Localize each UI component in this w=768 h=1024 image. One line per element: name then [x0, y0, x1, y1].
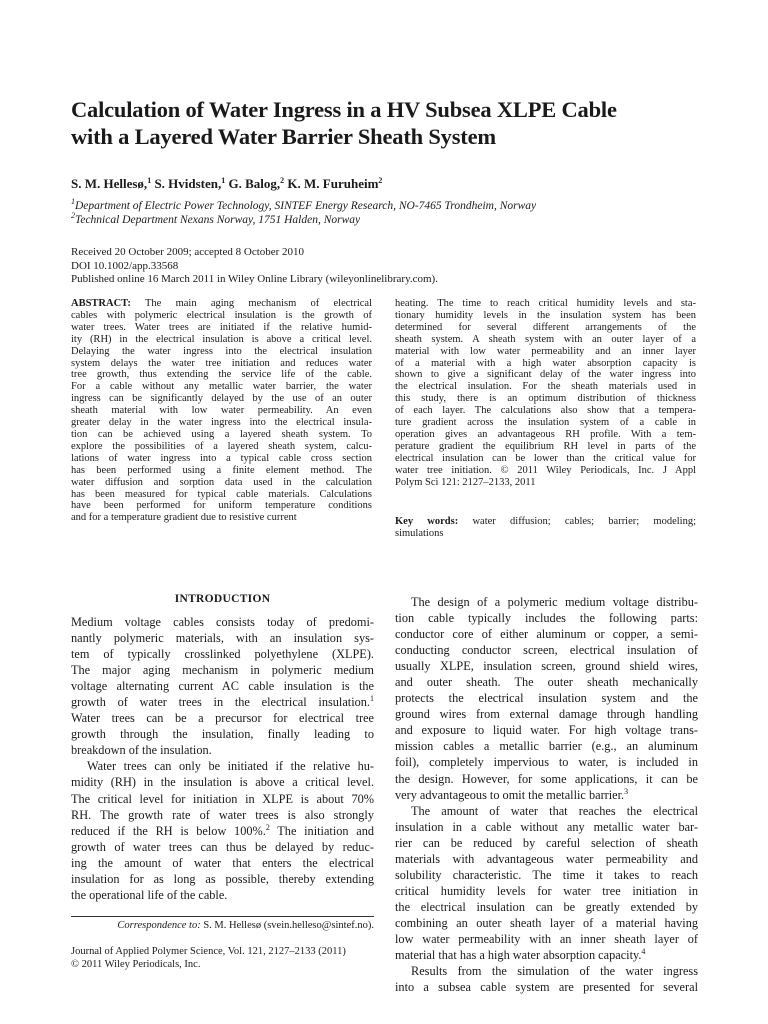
- text-line: voltage alternating current AC cable insulation is the: [71, 679, 374, 694]
- intro-paragraph: [71, 614, 374, 758]
- author-affiliation-marker: 2: [378, 176, 383, 185]
- text-line: protects the electrical insulation system and the: [395, 691, 698, 706]
- reference-marker[interactable]: 1: [370, 694, 374, 704]
- text-line: very advantageous to omit the metallic barrier.$^3$: [395, 786, 629, 802]
- text-line: tion cable typically includes the following parts:: [395, 611, 698, 626]
- text-line: the electrical insulation can be greatly extended by: [395, 899, 698, 914]
- text-line: into a subsea cable system are presented for several: [395, 980, 698, 995]
- text-line: nantly polymeric materials, with an insulation sys-: [71, 631, 374, 646]
- text-line: water trees. Water trees are initiated if the relative humid-: [71, 321, 372, 333]
- affiliation-text: Technical Department Nexans Norway, 1751 Halden, Norway: [75, 213, 361, 226]
- abstract-line: [71, 298, 372, 310]
- text-line: conductor core of either aluminum or copper, a semi-: [395, 627, 698, 642]
- received-date: Received 20 October 2009; accepted 8 October 2010: [71, 246, 305, 258]
- intro-paragraph: [395, 803, 698, 963]
- text-line: rier can be reduced by careful selection of sheath: [395, 835, 698, 850]
- title-line-2: with a Layered Water Barrier Sheath System: [71, 124, 496, 149]
- text-line: ground wires from external damage through handling: [395, 707, 698, 722]
- text-line: explore the possibilities of a layered sheath system, calcu-: [71, 440, 372, 452]
- doi: DOI 10.1002/app.33568: [71, 259, 179, 272]
- text-line: water diffusion and sorption data used in the calculation: [71, 476, 372, 488]
- text-line: electrical insulation can be lower than the critical value for: [395, 452, 696, 464]
- text-line: sheath material with low water permeability. An even: [71, 405, 372, 417]
- intro-paragraph: [395, 594, 698, 803]
- text-line: Results from the simulation of the water ingress: [411, 964, 698, 979]
- text-line: growth of water trees in the electrical insulation.$^1$: [71, 694, 374, 710]
- text-line: The design of a polymeric medium voltage distribu-: [411, 595, 698, 609]
- author-list: [71, 176, 382, 192]
- text-line: and for a temperature gradient due to resistive current: [71, 512, 297, 524]
- reference-marker[interactable]: 4: [641, 947, 646, 957]
- text-line: and exposure to liquid water. For high voltage trans-: [395, 723, 698, 738]
- text-line: combining an outer sheath layer of a material having: [395, 915, 698, 930]
- text-line: Medium voltage cables consists today of predomi-: [71, 615, 374, 629]
- text-line: tionary humidity levels in the insulation system has been: [395, 309, 696, 321]
- text-line: The major aging mechanism in polymeric medium: [71, 663, 374, 678]
- text-line: critical humidity levels for water tree initiation in: [395, 883, 698, 898]
- text-line: growth of water trees can thus be delayed by reduc-: [71, 839, 374, 854]
- text-line: breakdown of the insulation.: [71, 743, 212, 758]
- text-line: usually XLPE, insulation screen, ground shield wires,: [395, 659, 698, 674]
- text-line: material with low water permeability and an inner layer: [395, 345, 696, 357]
- text-line: lations of water ingress into a typical cable cross section: [71, 452, 372, 464]
- text-line: RH. The growth rate of water trees is also strongly: [71, 807, 374, 822]
- intro-right-column: [395, 594, 698, 995]
- text-line: cables with polymeric electrical insulation is the growth of: [71, 309, 372, 321]
- text-line: system delays the water tree initiation and reduces water: [71, 357, 372, 369]
- abstract-left-column: [71, 298, 372, 524]
- text-line: material that has a high water absorption capacity.$^4$: [395, 947, 646, 963]
- text-line: water tree initiation. © 2011 Wiley Periodicals, Inc. J Appl: [395, 464, 696, 476]
- text-line: The critical level for initiation in XLPE is about 70%: [71, 791, 374, 806]
- text-line: perature gradient the equilibrium RH level in parts of the: [395, 440, 696, 452]
- affiliation-marker: 1: [71, 197, 75, 206]
- text-line: growth through the insulation, finally leading to: [71, 727, 374, 742]
- text-line: sheath system. A sheath system with an outer layer of a: [395, 333, 696, 345]
- keywords-line: [395, 516, 696, 528]
- affiliation-text: Department of Electric Power Technology, SINTEF Energy Research, NO-7465 Trondheim, Norway: [75, 200, 537, 212]
- published-online: Published online 16 March 2011 in Wiley Online Library (wileyonlinelibrary.com).: [71, 273, 438, 286]
- keywords-label: Key words:: [395, 516, 459, 527]
- author-name: G. Balog,: [228, 176, 281, 191]
- text-line: insulation in a cable without any metallic water bar-: [395, 819, 698, 834]
- title-line-1: Calculation of Water Ingress in a HV Subsea XLPE Cable: [71, 97, 617, 122]
- text-line: low water permeability with an inner sheath layer of: [395, 931, 698, 946]
- intro-paragraph: [71, 758, 374, 902]
- text-line: and outer sheath. The outer sheath mechanically: [395, 675, 698, 690]
- text-line: foil), completely impervious to water, is included in: [395, 755, 698, 770]
- author-name: S. Hvidsten,: [154, 176, 222, 191]
- paper-title: [71, 96, 701, 150]
- text-line: ing the amount of water that enters the electrical: [71, 855, 374, 870]
- abstract-right-lines: [395, 298, 696, 489]
- text-line: Polym Sci 121: 2127–2133, 2011: [395, 476, 536, 488]
- affiliation-marker: 2: [71, 210, 75, 220]
- text-line: For a cable without any metallic water barrier, the water: [71, 381, 372, 393]
- journal-copyright: © 2011 Wiley Periodicals, Inc.: [71, 959, 201, 970]
- text-line: ingress can be significantly delayed by the use of an outer: [71, 393, 372, 405]
- keywords-line: simulations: [395, 527, 444, 539]
- author-name: S. M. Hellesø,: [71, 176, 148, 191]
- text-line: of a material with a high water absorption capacity is: [395, 357, 696, 369]
- abstract-right-column: [395, 298, 696, 489]
- text-line: conducting conductor screen, electrical insulation of: [395, 643, 698, 658]
- text-line: greater delay in the water ingress into the electrical insula-: [71, 417, 372, 429]
- journal-citation: Journal of Applied Polymer Science, Vol. 121, 2127–2133 (2011): [71, 946, 346, 957]
- intro-left-column: [71, 614, 374, 903]
- author-name: K. M. Furuheim: [287, 176, 379, 191]
- keywords: [395, 516, 696, 540]
- section-heading-introduction: INTRODUCTION: [174, 593, 271, 605]
- text-line: has been performed using a finite element method. The: [71, 464, 372, 476]
- text-line: tion can be achieved using a layered sheath system. To: [71, 428, 372, 440]
- text-line: shown to give a significant delay of the water ingress into: [395, 369, 696, 381]
- text-line: has been measured for typical cable materials. Calculations: [71, 488, 372, 500]
- affiliations: [71, 197, 537, 227]
- author-affiliation-marker: 2: [280, 176, 285, 185]
- correspondence-label: Correspondence to:: [117, 920, 201, 931]
- text-line: determined for several different arrangements of the: [395, 321, 696, 333]
- author-affiliation-marker: 1: [147, 176, 152, 185]
- text-line: tem of typically crosslinked polyethylene (XLPE).: [71, 647, 374, 662]
- affiliation-line: [71, 197, 537, 214]
- text-line: tree growth, thus extending the service life of the cable.: [71, 369, 372, 381]
- text-line: the operational life of the cable.: [71, 887, 228, 902]
- text-fragment: The initiation and: [269, 823, 374, 838]
- text-line: Water trees can only be initiated if the relative hu-: [87, 759, 374, 774]
- text-line: the design. However, for some applications, it can be: [395, 771, 698, 786]
- affiliation-line: [71, 210, 536, 228]
- reference-marker[interactable]: 2: [265, 822, 270, 832]
- reference-marker[interactable]: 3: [624, 786, 629, 796]
- text-line: ture gradient across the insulation system of a cable in: [395, 417, 696, 429]
- abstract-first-text: The main aging mechanism of electrical: [144, 298, 372, 309]
- text-line: heating. The time to reach critical humidity levels and sta-: [395, 298, 696, 309]
- text-line: of each layer. The calculations also show that a tempera-: [395, 405, 696, 417]
- intro-paragraph: [395, 963, 698, 995]
- text-line: Water trees can be a precursor for electrical tree: [71, 711, 374, 726]
- text-line: Delaying the water ingress into the electrical insulation: [71, 345, 372, 357]
- text-line: ity (RH) in the electrical insulation is above a critical level.: [71, 333, 372, 345]
- text-line: operation gives an advantageous RH profile. With a tem-: [395, 428, 696, 440]
- text-line: the electrical insulation. For the sheath materials used in: [395, 381, 696, 393]
- text-line: reduced if the RH is below 100%.$^2$ The initiation and: [71, 822, 374, 838]
- text-line: materials with advantageous water permeability and: [395, 851, 698, 866]
- text-line: mission cables a metallic barrier (e.g., an aluminum: [395, 739, 698, 754]
- keywords-text: water diffusion; cables; barrier; modeling;: [472, 516, 696, 527]
- text-line: The amount of water that reaches the electrical: [411, 803, 698, 818]
- abstract-left-lines: [71, 310, 372, 524]
- journal-info: [71, 945, 346, 971]
- correspondence-footnote: [71, 920, 374, 931]
- publication-history: [71, 246, 438, 287]
- abstract-label: ABSTRACT:: [71, 298, 131, 309]
- author-affiliation-marker: 1: [221, 176, 226, 185]
- text-line: this study, there is an optimum distribution of thickness: [395, 393, 696, 405]
- footnote-rule: [71, 916, 374, 917]
- text-line: midity (RH) in the insulation is above a critical level.: [71, 775, 374, 790]
- text-line: have been performed for uniform temperature conditions: [71, 500, 372, 512]
- text-line: insulation for as long as possible, thereby extending: [71, 871, 374, 886]
- text-line: solubility characteristic. The time it takes to reach: [395, 867, 698, 882]
- correspondence-text: S. M. Hellesø (svein.helleso@sintef.no).: [200, 920, 374, 931]
